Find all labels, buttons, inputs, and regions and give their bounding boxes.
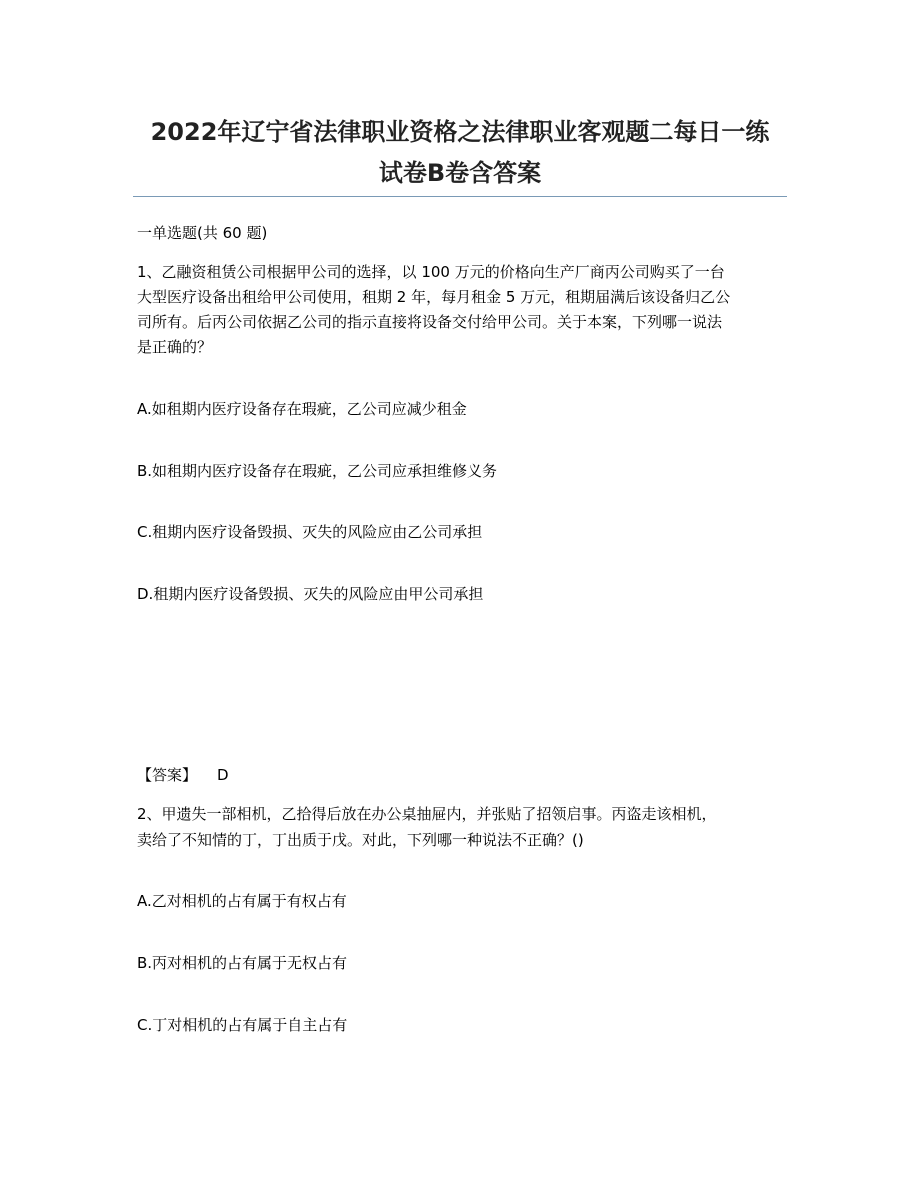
section-heading: 一单选题(共 60 题) <box>137 224 268 242</box>
question-2-stem-line-1: 2、甲遗失一部相机，乙拾得后放在办公桌抽屉内，并张贴了招领启事。丙盗走该相机， <box>137 805 717 823</box>
question-1-option-d: D.租期内医疗设备毁损、灭失的风险应由甲公司承担 <box>137 585 484 603</box>
question-2-option-a: A.乙对相机的占有属于有权占有 <box>137 892 347 910</box>
question-2-stem-line-2: 卖给了不知情的丁，丁出质于戊。对此，下列哪一种说法不正确？() <box>137 831 584 849</box>
question-1-stem-line-3: 司所有。后丙公司依据乙公司的指示直接将设备交付给甲公司。关于本案，下列哪一说法 <box>137 313 723 331</box>
title-divider <box>133 196 787 197</box>
answer-value: D <box>217 766 229 784</box>
question-1-option-c: C.租期内医疗设备毁损、灭失的风险应由乙公司承担 <box>137 523 483 541</box>
question-1-stem-line-4: 是正确的？ <box>137 338 213 356</box>
question-1-option-b: B.如租期内医疗设备存在瑕疵，乙公司应承担维修义务 <box>137 462 498 480</box>
question-1-option-a: A.如租期内医疗设备存在瑕疵，乙公司应减少租金 <box>137 400 467 418</box>
question-1-answer <box>137 764 229 786</box>
question-2-option-c: C.丁对相机的占有属于自主占有 <box>137 1016 348 1034</box>
page-title-line-1: 2022年辽宁省法律职业资格之法律职业客观题二每日一练 <box>150 118 770 146</box>
question-2-option-b: B.丙对相机的占有属于无权占有 <box>137 954 348 972</box>
question-1-stem-line-2: 大型医疗设备出租给甲公司使用，租期 2 年，每月租金 5 万元，租期届满后该设备归乙公 <box>137 288 731 306</box>
page-title-line-2: 试卷B卷含答案 <box>378 159 542 187</box>
answer-label: 【答案】 <box>137 766 198 784</box>
question-1-stem-line-1: 1、乙融资租赁公司根据甲公司的选择，以 100 万元的价格向生产厂商丙公司购买了一台 <box>137 263 725 281</box>
